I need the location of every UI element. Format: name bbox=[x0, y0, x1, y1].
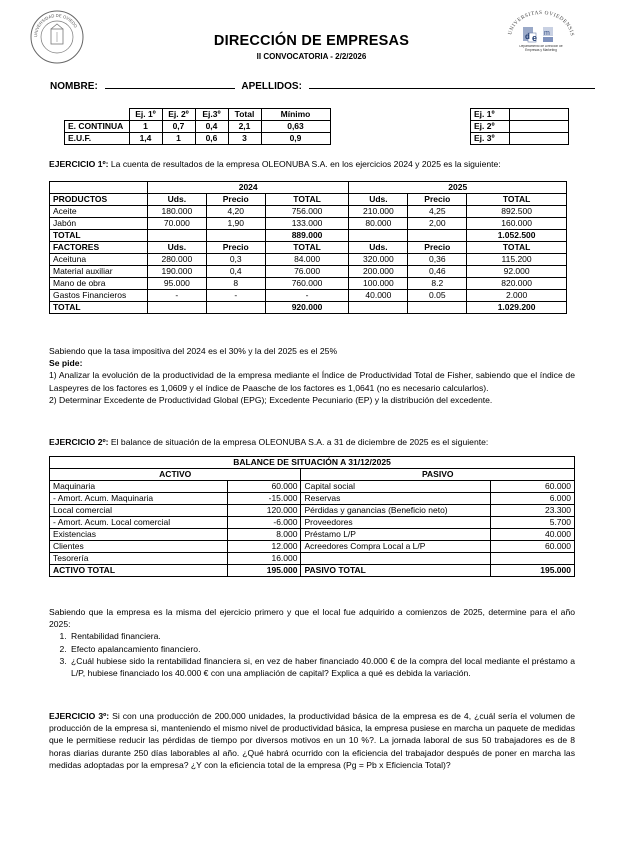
svg-text:e: e bbox=[532, 33, 538, 43]
table-row: Ej. 3º bbox=[471, 133, 569, 145]
exercise-1-questions bbox=[49, 345, 575, 406]
balance-title-row bbox=[50, 457, 575, 469]
table-row: Maquinaria 60.000 Capital social 60.000 bbox=[50, 481, 575, 493]
list-item: 3. ¿Cuál hubiese sido la rentabilidad financiera si, en vez de haber financiado 40.000 € de la compra del local mediante el préstamo a L/P, hubiese financiado los 40.000 € con una ampliación de capital? Explica a qué es debida la variación. bbox=[69, 655, 575, 679]
list-item: 1. Rentabilidad financiera. bbox=[69, 630, 575, 642]
grade-table bbox=[470, 108, 569, 145]
factors-total-row: TOTAL 920.000 1.029.200 bbox=[50, 302, 567, 314]
surname-field[interactable] bbox=[309, 78, 595, 89]
question-2: 2) Determinar Excedente de Productividad Global (EPG); Excedente Pecuniario (EP) y la distribución del excedente. bbox=[49, 394, 493, 405]
year-2025-header: 2025 bbox=[349, 182, 567, 194]
table-row: Ej. 2º bbox=[471, 121, 569, 133]
balance-total-row: ACTIVO TOTAL 195.000 PASIVO TOTAL 195.000 bbox=[50, 565, 575, 577]
table-row: Local comercial 120.000 Pérdidas y ganancias (Beneficio neto) 23.300 bbox=[50, 505, 575, 517]
name-label: NOMBRE: bbox=[50, 81, 98, 92]
income-statement-table bbox=[49, 181, 567, 314]
surname-label: APELLIDOS: bbox=[241, 81, 302, 92]
table-row: Clientes 12.000 Acreedores Compra Local a L/P 60.000 bbox=[50, 541, 575, 553]
question-1: 1) Analizar la evolución de la productividad de la empresa mediante el Índice de Productividad Total de Fisher, sabiendo que el índice de Laspeyres de los factores es 1,0609 y el índice de Paasche de los factores es 1,0641 (no es necesario calcularlos). bbox=[49, 370, 575, 393]
name-field[interactable] bbox=[105, 78, 235, 89]
score-table bbox=[64, 108, 331, 145]
table-row: E. CONTINUA 1 0,7 0,4 2,1 0,63 bbox=[65, 121, 331, 133]
balance-sheet-table bbox=[49, 456, 575, 577]
exercise-2-text: Sabiendo que la empresa es la misma del ejercicio primero y que el local fue adquirido a comienzos de 2025, determine para el año 2025: bbox=[49, 607, 575, 630]
year-2024-header: 2024 bbox=[147, 182, 349, 194]
svg-text:UNIVERSIDAD DE OVIEDO: UNIVERSIDAD DE OVIEDO bbox=[32, 12, 79, 38]
table-row bbox=[50, 182, 567, 194]
products-total-row: TOTAL 889.000 1.052.500 bbox=[50, 230, 567, 242]
balance-title: BALANCE DE SITUACIÓN A 31/12/2025 bbox=[50, 457, 575, 469]
table-row: E.U.F. 1,4 1 0,6 3 0,9 bbox=[65, 133, 331, 145]
page-title: DIRECCIÓN DE EMPRESAS bbox=[213, 33, 410, 49]
exam-subtitle: II CONVOCATORIA - 2/2/2026 bbox=[256, 52, 367, 61]
tax-rate-text: Sabiendo que la tasa impositiva del 2024 es el 30% y la del 2025 es el 25% bbox=[49, 346, 338, 356]
exercise-2-questions bbox=[49, 606, 575, 679]
exercise-1-intro: EJERCICIO 1º: La cuenta de resultados de la empresa OLEONUBA S.A. en los ejercicios 2024 y 2025 es la siguiente: bbox=[49, 159, 501, 169]
se-pide-label: Se pide: bbox=[49, 358, 83, 369]
table-row: Aceituna 280.000 0,3 84.000 320.000 0,36 115.200 bbox=[50, 254, 567, 266]
svg-text:UNIVERSITAS OVIEDENSIS: UNIVERSITAS OVIEDENSIS bbox=[507, 9, 575, 37]
exercise-3: EJERCICIO 3º: Si con una producción de 200.000 unidades, la productividad básica de la empresa es de 4, ¿cuál sería el volumen de producción de la empresa si, manteniendo el mismo nivel de productividad básica, la empresa pusiese en marcha un paquete de medidas que le permitiese reducir las pérdidas de tiempo por diversos motivos en un 10 %?. La jornada laboral de sus 50 trabajadores es de 8 horas diarias durante 250 días laborables al año. ¿Qué habrá ocurrido con la eficiencia del trabajador después de poner en marcha las medidas adoptadas por la empresa? ¿Y con la eficiencia total de la empresa (Pg = Pb x Eficiencia Total)? bbox=[49, 711, 575, 770]
score-table-header: Ej. 1º Ej. 2º Ej.3º Total Mínimo bbox=[65, 109, 331, 121]
table-row: Gastos Financieros - - - 40.000 0.05 2.000 bbox=[50, 290, 567, 302]
table-header-row: FACTORES Uds. Precio TOTAL Uds. Precio TOTAL bbox=[50, 242, 567, 254]
grade-cell[interactable] bbox=[510, 133, 569, 145]
university-department-logo: UNIVERSITAS OVIEDENSIS d e m Departamento de Dirección de Empresas y Marketing bbox=[507, 9, 575, 52]
table-header-row: PRODUCTOS Uds. Precio TOTAL Uds. Precio TOTAL bbox=[50, 194, 567, 206]
list-item: 2. Efecto apalancamiento financiero. bbox=[69, 643, 575, 655]
table-row: Tesorería 16.000 bbox=[50, 553, 575, 565]
svg-text:d: d bbox=[525, 32, 530, 41]
table-header-row: ACTIVO PASIVO bbox=[50, 469, 575, 481]
grade-cell[interactable] bbox=[510, 121, 569, 133]
table-row: Jabón 70.000 1,90 133.000 80.000 2,00 160.000 bbox=[50, 218, 567, 230]
table-row: Material auxiliar 190.000 0,4 76.000 200.000 0,46 92.000 bbox=[50, 266, 567, 278]
table-row: - Amort. Acum. Maquinaria -15.000 Reservas 6.000 bbox=[50, 493, 575, 505]
grade-cell[interactable] bbox=[510, 109, 569, 121]
name-row bbox=[50, 78, 595, 92]
table-row: Ej. 1º bbox=[471, 109, 569, 121]
exercise-2-intro: EJERCICIO 2º: El balance de situación de la empresa OLEONUBA S.A. a 31 de diciembre de 2025 es el siguiente: bbox=[49, 437, 489, 447]
table-row: - Amort. Acum. Local comercial -6.000 Proveedores 5.700 bbox=[50, 517, 575, 529]
svg-text:m: m bbox=[544, 30, 550, 37]
table-row: Mano de obra 95.000 8 760.000 100.000 8.2 820.000 bbox=[50, 278, 567, 290]
exercise-2-list bbox=[49, 630, 575, 679]
table-row: Existencias 8.000 Préstamo L/P 40.000 bbox=[50, 529, 575, 541]
table-row: Aceite 180.000 4,20 756.000 210.000 4,25 892.500 bbox=[50, 206, 567, 218]
